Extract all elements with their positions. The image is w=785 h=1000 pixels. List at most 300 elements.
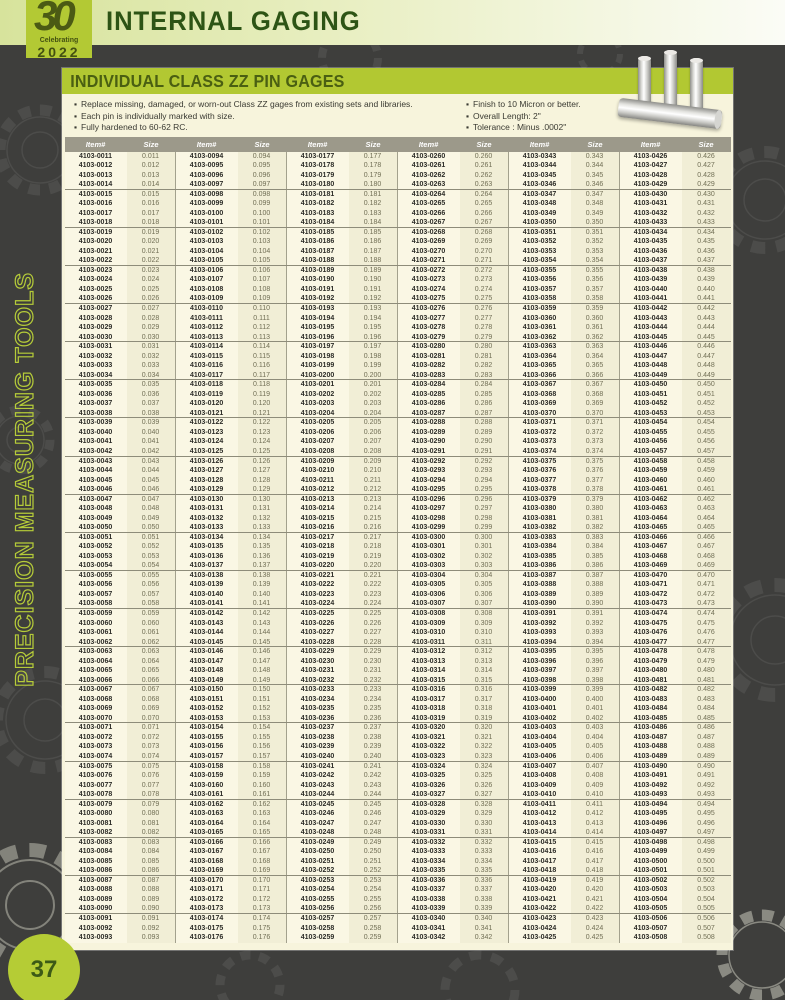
size-cell: 0.320	[460, 723, 509, 733]
size-cell: 0.405	[571, 742, 620, 752]
item-cell: 4103-0105	[176, 256, 238, 265]
size-cell: 0.235	[349, 704, 398, 714]
item-cell: 4103-0461	[620, 485, 682, 494]
size-cell: 0.216	[349, 523, 398, 532]
size-cell: 0.053	[127, 552, 176, 562]
size-cell: 0.271	[460, 256, 509, 265]
size-cell: 0.403	[571, 723, 620, 733]
column-header: Item#	[85, 139, 106, 149]
size-cell: 0.123	[238, 428, 287, 438]
size-cell: 0.020	[127, 237, 176, 247]
size-cell: 0.083	[127, 838, 176, 848]
item-cell: 4103-0197	[287, 342, 349, 352]
item-cell: 4103-0029	[65, 323, 127, 333]
item-cell: 4103-0430	[620, 190, 682, 200]
size-cell: 0.218	[349, 542, 398, 552]
size-cell: 0.059	[127, 609, 176, 619]
size-cell: 0.332	[460, 838, 509, 848]
size-cell: 0.046	[127, 485, 176, 494]
item-cell: 4103-0444	[620, 323, 682, 333]
size-cell: 0.181	[349, 190, 398, 200]
item-cell: 4103-0209	[287, 457, 349, 467]
size-cell: 0.272	[460, 266, 509, 276]
size-cell: 0.414	[571, 828, 620, 837]
size-cell: 0.163	[238, 809, 287, 819]
item-cell: 4103-0095	[176, 161, 238, 171]
item-cell: 4103-0327	[398, 790, 460, 799]
item-cell: 4103-0462	[620, 495, 682, 505]
item-cell: 4103-0202	[287, 390, 349, 400]
item-cell: 4103-0335	[398, 866, 460, 875]
item-cell: 4103-0451	[620, 390, 682, 400]
size-cell: 0.111	[238, 314, 287, 324]
item-cell: 4103-0101	[176, 218, 238, 227]
item-cell: 4103-0191	[287, 285, 349, 295]
size-cell: 0.458	[682, 457, 731, 467]
size-cell: 0.248	[349, 828, 398, 837]
table-row	[65, 619, 731, 629]
size-cell: 0.256	[349, 904, 398, 913]
size-cell: 0.147	[238, 657, 287, 667]
item-cell: 4103-0283	[398, 371, 460, 380]
size-cell: 0.369	[571, 399, 620, 409]
size-cell: 0.164	[238, 819, 287, 829]
size-cell: 0.424	[571, 924, 620, 934]
size-cell: 0.267	[460, 218, 509, 227]
size-cell: 0.346	[571, 180, 620, 189]
table-row	[65, 647, 731, 657]
item-cell: 4103-0098	[176, 190, 238, 200]
item-cell: 4103-0023	[65, 266, 127, 276]
item-cell: 4103-0230	[287, 657, 349, 667]
size-cell: 0.393	[571, 628, 620, 638]
size-cell: 0.356	[571, 275, 620, 285]
item-cell: 4103-0218	[287, 542, 349, 552]
item-cell: 4103-0419	[509, 876, 571, 886]
size-cell: 0.138	[238, 571, 287, 581]
size-cell: 0.433	[682, 218, 731, 227]
size-cell: 0.230	[349, 657, 398, 667]
table-row	[65, 190, 731, 200]
size-cell: 0.158	[238, 762, 287, 772]
item-cell: 4103-0215	[287, 514, 349, 524]
item-cell: 4103-0041	[65, 437, 127, 447]
item-cell: 4103-0068	[65, 695, 127, 705]
item-cell: 4103-0132	[176, 514, 238, 524]
size-cell: 0.372	[571, 428, 620, 438]
table-row	[65, 437, 731, 447]
item-cell: 4103-0302	[398, 552, 460, 562]
item-cell: 4103-0379	[509, 495, 571, 505]
table-row	[65, 495, 731, 505]
size-cell: 0.177	[349, 152, 398, 162]
size-cell: 0.072	[127, 733, 176, 743]
item-cell: 4103-0267	[398, 218, 460, 227]
size-cell: 0.226	[349, 619, 398, 629]
size-cell: 0.386	[571, 561, 620, 570]
item-cell: 4103-0062	[65, 638, 127, 647]
size-cell: 0.442	[682, 304, 731, 314]
size-cell: 0.366	[571, 371, 620, 380]
item-cell: 4103-0332	[398, 838, 460, 848]
item-cell: 4103-0075	[65, 762, 127, 772]
size-cell: 0.453	[682, 409, 731, 418]
size-cell: 0.170	[238, 876, 287, 886]
item-cell: 4103-0314	[398, 666, 460, 676]
table-row	[65, 504, 731, 514]
item-cell: 4103-0223	[287, 590, 349, 600]
item-cell: 4103-0201	[287, 380, 349, 390]
item-cell: 4103-0177	[287, 152, 349, 162]
size-cell: 0.173	[238, 904, 287, 913]
size-cell: 0.185	[349, 228, 398, 238]
item-cell: 4103-0299	[398, 523, 460, 532]
size-cell: 0.395	[571, 647, 620, 657]
size-cell: 0.342	[460, 933, 509, 943]
size-cell: 0.491	[682, 771, 731, 781]
item-cell: 4103-0262	[398, 171, 460, 181]
item-cell: 4103-0247	[287, 819, 349, 829]
size-cell: 0.436	[682, 247, 731, 257]
size-cell: 0.116	[238, 361, 287, 371]
item-cell: 4103-0304	[398, 571, 460, 581]
size-cell: 0.118	[238, 380, 287, 390]
size-cell: 0.061	[127, 628, 176, 638]
size-cell: 0.374	[571, 447, 620, 456]
item-cell: 4103-0114	[176, 342, 238, 352]
item-cell: 4103-0125	[176, 447, 238, 456]
size-cell: 0.088	[127, 885, 176, 895]
item-cell: 4103-0184	[287, 218, 349, 227]
size-cell: 0.055	[127, 571, 176, 581]
size-cell: 0.392	[571, 619, 620, 629]
size-cell: 0.273	[460, 275, 509, 285]
item-cell: 4103-0208	[287, 447, 349, 456]
table-row	[65, 704, 731, 714]
table-row	[65, 561, 731, 571]
item-cell: 4103-0225	[287, 609, 349, 619]
size-cell: 0.184	[349, 218, 398, 227]
size-cell: 0.370	[571, 409, 620, 418]
item-cell: 4103-0289	[398, 428, 460, 438]
table-row	[65, 733, 731, 743]
table-row	[65, 371, 731, 381]
size-cell: 0.080	[127, 809, 176, 819]
column-header: Item#	[196, 139, 217, 149]
size-cell: 0.078	[127, 790, 176, 799]
item-cell: 4103-0210	[287, 466, 349, 476]
size-cell: 0.309	[460, 619, 509, 629]
size-cell: 0.143	[238, 619, 287, 629]
size-cell: 0.139	[238, 580, 287, 590]
item-cell: 4103-0135	[176, 542, 238, 552]
item-cell: 4103-0016	[65, 199, 127, 209]
item-cell: 4103-0205	[287, 418, 349, 428]
item-cell: 4103-0349	[509, 209, 571, 219]
size-cell: 0.084	[127, 847, 176, 857]
size-cell: 0.065	[127, 666, 176, 676]
size-cell: 0.161	[238, 790, 287, 799]
item-cell: 4103-0182	[287, 199, 349, 209]
size-cell: 0.032	[127, 352, 176, 362]
size-cell: 0.204	[349, 409, 398, 418]
item-cell: 4103-0239	[287, 742, 349, 752]
item-cell: 4103-0017	[65, 209, 127, 219]
table-row	[65, 599, 731, 609]
size-cell: 0.122	[238, 418, 287, 428]
item-cell: 4103-0331	[398, 828, 460, 837]
size-cell: 0.452	[682, 399, 731, 409]
item-cell: 4103-0351	[509, 228, 571, 238]
size-cell: 0.472	[682, 590, 731, 600]
item-cell: 4103-0176	[176, 933, 238, 943]
item-cell: 4103-0131	[176, 504, 238, 514]
logo-year-text: 2022	[37, 44, 81, 58]
size-cell: 0.474	[682, 609, 731, 619]
item-cell: 4103-0076	[65, 771, 127, 781]
item-cell: 4103-0315	[398, 676, 460, 685]
item-cell: 4103-0506	[620, 914, 682, 924]
column-header: Size	[587, 139, 603, 149]
item-cell: 4103-0412	[509, 809, 571, 819]
size-cell: 0.035	[127, 380, 176, 390]
size-cell: 0.263	[460, 180, 509, 189]
item-cell: 4103-0288	[398, 418, 460, 428]
item-cell: 4103-0276	[398, 304, 460, 314]
item-cell: 4103-0074	[65, 752, 127, 761]
size-cell: 0.172	[238, 895, 287, 905]
size-cell: 0.013	[127, 171, 176, 181]
size-cell: 0.397	[571, 666, 620, 676]
size-cell: 0.126	[238, 457, 287, 467]
item-cell: 4103-0063	[65, 647, 127, 657]
content-panel	[62, 68, 733, 950]
item-cell: 4103-0275	[398, 294, 460, 303]
item-cell: 4103-0124	[176, 437, 238, 447]
item-cell: 4103-0065	[65, 666, 127, 676]
size-cell: 0.494	[682, 800, 731, 810]
item-cell: 4103-0258	[287, 924, 349, 934]
size-cell: 0.398	[571, 676, 620, 685]
size-cell: 0.345	[571, 171, 620, 181]
size-cell: 0.381	[571, 514, 620, 524]
item-cell: 4103-0360	[509, 314, 571, 324]
item-cell: 4103-0142	[176, 609, 238, 619]
size-cell: 0.043	[127, 457, 176, 467]
item-cell: 4103-0046	[65, 485, 127, 494]
size-cell: 0.207	[349, 437, 398, 447]
item-cell: 4103-0277	[398, 314, 460, 324]
table-row	[65, 762, 731, 772]
size-cell: 0.201	[349, 380, 398, 390]
item-cell: 4103-0032	[65, 352, 127, 362]
size-cell: 0.025	[127, 285, 176, 295]
item-cell: 4103-0357	[509, 285, 571, 295]
item-cell: 4103-0161	[176, 790, 238, 799]
size-cell: 0.086	[127, 866, 176, 875]
item-cell: 4103-0042	[65, 447, 127, 456]
item-cell: 4103-0108	[176, 285, 238, 295]
size-cell: 0.415	[571, 838, 620, 848]
sidebar-vertical-title: PRECISION MEASURING TOOLS	[11, 272, 39, 687]
size-cell: 0.246	[349, 809, 398, 819]
item-cell: 4103-0252	[287, 866, 349, 875]
item-cell: 4103-0229	[287, 647, 349, 657]
table-row	[65, 781, 731, 791]
item-cell: 4103-0307	[398, 599, 460, 608]
item-cell: 4103-0465	[620, 523, 682, 532]
size-cell: 0.350	[571, 218, 620, 227]
size-cell: 0.115	[238, 352, 287, 362]
size-cell: 0.307	[460, 599, 509, 608]
item-cell: 4103-0020	[65, 237, 127, 247]
item-cell: 4103-0268	[398, 228, 460, 238]
size-cell: 0.234	[349, 695, 398, 705]
item-cell: 4103-0486	[620, 723, 682, 733]
item-cell: 4103-0376	[509, 466, 571, 476]
item-cell: 4103-0263	[398, 180, 460, 189]
item-cell: 4103-0392	[509, 619, 571, 629]
item-cell: 4103-0087	[65, 876, 127, 886]
item-cell: 4103-0328	[398, 800, 460, 810]
top-header-bar	[0, 0, 785, 45]
size-cell: 0.449	[682, 371, 731, 380]
size-cell: 0.387	[571, 571, 620, 581]
size-cell: 0.360	[571, 314, 620, 324]
size-cell: 0.220	[349, 561, 398, 570]
size-cell: 0.439	[682, 275, 731, 285]
item-cell: 4103-0249	[287, 838, 349, 848]
size-cell: 0.496	[682, 819, 731, 829]
item-cell: 4103-0159	[176, 771, 238, 781]
size-cell: 0.037	[127, 399, 176, 409]
item-cell: 4103-0339	[398, 904, 460, 913]
size-cell: 0.210	[349, 466, 398, 476]
item-cell: 4103-0278	[398, 323, 460, 333]
table-row	[65, 304, 731, 314]
size-cell: 0.110	[238, 304, 287, 314]
item-cell: 4103-0294	[398, 476, 460, 486]
item-cell: 4103-0181	[287, 190, 349, 200]
size-cell: 0.119	[238, 390, 287, 400]
item-cell: 4103-0282	[398, 361, 460, 371]
item-cell: 4103-0206	[287, 428, 349, 438]
page-number-badge	[8, 934, 80, 1000]
size-cell: 0.389	[571, 590, 620, 600]
item-cell: 4103-0342	[398, 933, 460, 943]
column-header: Item#	[307, 139, 328, 149]
size-cell: 0.348	[571, 199, 620, 209]
item-cell: 4103-0440	[620, 285, 682, 295]
size-cell: 0.129	[238, 485, 287, 494]
item-cell: 4103-0088	[65, 885, 127, 895]
item-cell: 4103-0337	[398, 885, 460, 895]
anniversary-logo	[26, 0, 92, 58]
item-cell: 4103-0213	[287, 495, 349, 505]
size-cell: 0.287	[460, 409, 509, 418]
size-cell: 0.423	[571, 914, 620, 924]
size-cell: 0.074	[127, 752, 176, 761]
table-row	[65, 237, 731, 247]
item-cell: 4103-0179	[287, 171, 349, 181]
item-cell: 4103-0495	[620, 809, 682, 819]
size-cell: 0.310	[460, 628, 509, 638]
item-cell: 4103-0493	[620, 790, 682, 799]
size-cell: 0.087	[127, 876, 176, 886]
item-cell: 4103-0472	[620, 590, 682, 600]
item-cell: 4103-0480	[620, 666, 682, 676]
size-cell: 0.479	[682, 657, 731, 667]
size-cell: 0.211	[349, 476, 398, 486]
size-cell: 0.094	[238, 152, 287, 162]
item-cell: 4103-0363	[509, 342, 571, 352]
item-cell: 4103-0093	[65, 933, 127, 943]
bullet-item: ▪ Each pin is individually marked with size.	[74, 111, 466, 123]
item-cell: 4103-0274	[398, 285, 460, 295]
item-cell: 4103-0459	[620, 466, 682, 476]
item-cell: 4103-0473	[620, 599, 682, 608]
table-row	[65, 390, 731, 400]
item-cell: 4103-0303	[398, 561, 460, 570]
size-cell: 0.091	[127, 914, 176, 924]
size-cell: 0.056	[127, 580, 176, 590]
table-row	[65, 171, 731, 181]
item-cell: 4103-0347	[509, 190, 571, 200]
item-cell: 4103-0221	[287, 571, 349, 581]
item-cell: 4103-0280	[398, 342, 460, 352]
size-cell: 0.245	[349, 800, 398, 810]
size-cell: 0.133	[238, 523, 287, 532]
size-cell: 0.231	[349, 666, 398, 676]
item-cell: 4103-0058	[65, 599, 127, 608]
size-cell: 0.224	[349, 599, 398, 608]
item-cell: 4103-0167	[176, 847, 238, 857]
size-cell: 0.324	[460, 762, 509, 772]
item-cell: 4103-0298	[398, 514, 460, 524]
size-cell: 0.303	[460, 561, 509, 570]
size-cell: 0.445	[682, 333, 731, 342]
table-row	[65, 457, 731, 467]
size-cell: 0.402	[571, 714, 620, 723]
item-cell: 4103-0427	[620, 161, 682, 171]
item-cell: 4103-0372	[509, 428, 571, 438]
size-cell: 0.447	[682, 352, 731, 362]
size-cell: 0.466	[682, 533, 731, 543]
item-cell: 4103-0257	[287, 914, 349, 924]
size-cell: 0.112	[238, 323, 287, 333]
size-cell: 0.312	[460, 647, 509, 657]
size-cell: 0.506	[682, 914, 731, 924]
item-cell: 4103-0067	[65, 685, 127, 695]
table-body	[65, 152, 731, 943]
size-cell: 0.290	[460, 437, 509, 447]
table-row	[65, 323, 731, 333]
size-cell: 0.240	[349, 752, 398, 761]
item-cell: 4103-0028	[65, 314, 127, 324]
table-row	[65, 514, 731, 524]
size-cell: 0.434	[682, 228, 731, 238]
size-cell: 0.237	[349, 723, 398, 733]
item-cell: 4103-0271	[398, 256, 460, 265]
size-cell: 0.229	[349, 647, 398, 657]
size-cell: 0.298	[460, 514, 509, 524]
item-cell: 4103-0064	[65, 657, 127, 667]
table-row	[65, 294, 731, 304]
size-cell: 0.319	[460, 714, 509, 723]
size-cell: 0.132	[238, 514, 287, 524]
size-cell: 0.075	[127, 762, 176, 772]
size-cell: 0.280	[460, 342, 509, 352]
